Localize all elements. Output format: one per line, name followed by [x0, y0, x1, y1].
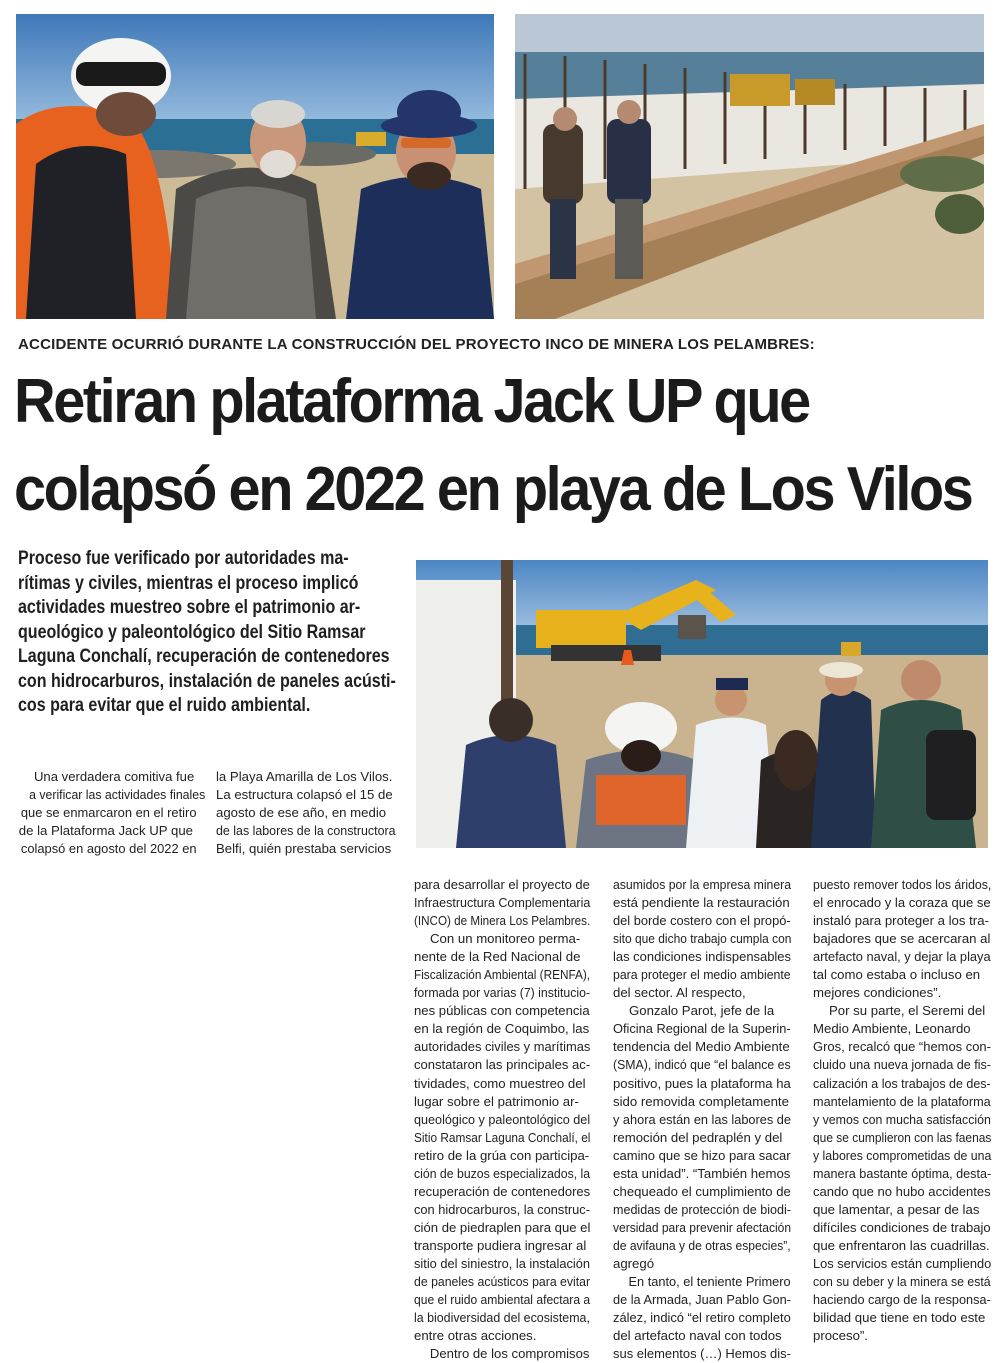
- lead-line: cos para evitar que el ruido ambiental.: [18, 695, 311, 716]
- body-text-line: En tanto, el teniente Primero: [628, 1274, 791, 1290]
- body-text-line: Por su parte, el Seremi del: [829, 1003, 986, 1019]
- body-text-line: que enfrentaron las cuadrillas.: [813, 1237, 990, 1253]
- article-column-2: [216, 768, 396, 858]
- body-text-line: queológico y paleontológico del: [414, 1111, 591, 1127]
- lead-line: con hidrocarburos, instalación de paneles acústi-: [18, 670, 396, 692]
- body-text-line: que se cumplieron con las faenas: [813, 1129, 992, 1145]
- body-text-line: Con un monitoreo perma-: [430, 931, 581, 947]
- body-text-line: autoridades civiles y marítimas: [414, 1039, 591, 1055]
- body-text-line: y ahora están en las labores de: [613, 1111, 791, 1127]
- body-text-line: puesto remover todos los áridos,: [813, 877, 992, 892]
- body-text-line: el enrocado y la coraza que se: [813, 895, 991, 911]
- body-text-line: haciendo cargo de la responsa-: [813, 1292, 991, 1308]
- body-text-line: Medio Ambiente, Leonardo: [813, 1021, 971, 1037]
- body-text-line: proceso”.: [813, 1328, 868, 1344]
- body-text-line: las condiciones indispensables: [613, 949, 791, 965]
- headline-line: Retiran plataforma Jack UP que: [14, 367, 809, 436]
- body-text-line: asumidos por la empresa minera: [613, 877, 792, 892]
- lead-line: rítimas y civiles, mientras el proceso implicó: [18, 572, 359, 594]
- body-text-line: sido removida completamente: [613, 1093, 789, 1109]
- article-lead: [18, 547, 396, 719]
- body-text-line: manera bastante óptima, desta-: [813, 1165, 992, 1181]
- body-text-line: Los servicios están cumpliendo: [813, 1255, 992, 1271]
- body-text-line: retiro de la grúa con participa-: [414, 1147, 590, 1163]
- body-text-line: Sitio Ramsar Laguna Conchalí, el: [414, 1129, 591, 1145]
- body-text-line: artefacto naval, y dejar la playa: [813, 949, 991, 965]
- body-text-line: Gros, recalcó que “hemos con-: [813, 1039, 991, 1055]
- lead-line: Proceso fue verificado por autoridades ma-: [18, 548, 349, 569]
- body-text-line: de la Plataforma Jack UP que: [18, 823, 193, 839]
- body-text-line: Belfi, quién prestaba servicios: [216, 841, 392, 857]
- body-text-line: de la Armada, Juan Pablo Gon-: [613, 1292, 791, 1308]
- body-text-line: mejores condiciones”.: [813, 985, 942, 1001]
- body-text-line: con hidrocarburos, la construc-: [414, 1201, 590, 1217]
- body-text-line: sitio del siniestro, la instalación: [414, 1255, 590, 1271]
- body-text-line: cluido una nueva jornada de fis-: [813, 1057, 991, 1073]
- body-text-line: que lamentar, a pesar de las: [813, 1201, 980, 1217]
- body-text-line: ción de buzos especializados, la: [414, 1165, 591, 1181]
- body-text-line: a verificar las actividades finales: [29, 787, 206, 803]
- body-text-line: Una verdadera comitiva fue: [33, 769, 195, 784]
- body-text-line: para desarrollar el proyecto de: [414, 877, 590, 892]
- body-text-line: medidas de protección de biodi-: [613, 1201, 791, 1217]
- body-text-line: Fiscalización Ambiental (RENFA),: [414, 967, 591, 983]
- body-text-line: mantelamiento de la plataforma: [813, 1093, 991, 1109]
- body-text-line: del artefacto naval con todos: [613, 1328, 782, 1344]
- body-text-line: transporte pudiera ingresar al: [414, 1237, 587, 1253]
- body-text-line: con su deber y la minera se está: [813, 1274, 991, 1290]
- body-text-line: agosto de ese año, en medio: [216, 805, 387, 821]
- body-text-line: de paneles acústicos para evitar: [414, 1274, 591, 1290]
- body-text-line: bajadores que se acercaran al: [813, 931, 991, 947]
- body-text-line: agregó: [613, 1255, 655, 1271]
- lead-line: queológico y paleontológico del Sitio Ramsar: [18, 621, 366, 643]
- body-text-line: que el ruido ambiental afectara a: [414, 1292, 591, 1308]
- body-text-line: tal como estaba o incluso en: [813, 967, 981, 983]
- article-kicker: ACCIDENTE OCURRIÓ DURANTE LA CONSTRUCCIÓN DEL PROYECTO INCO DE MINERA LOS PELAMBRES:: [18, 336, 815, 353]
- body-text-line: lugar sobre el patrimonio ar-: [414, 1093, 579, 1109]
- body-text-line: tividades, como muestreo del: [414, 1075, 586, 1091]
- body-text-line: versidad para prevenir afectación: [613, 1219, 792, 1235]
- article-column-3: [414, 876, 590, 1363]
- body-text-line: esta unidad”. “También hemos: [613, 1165, 791, 1181]
- body-text-line: Oficina Regional de la Superin-: [613, 1021, 791, 1037]
- article-headline: [14, 358, 972, 534]
- body-text-line: recuperación de contenedores: [414, 1183, 591, 1199]
- headline-line: colapsó en 2022 en playa de Los Vilos: [14, 455, 972, 524]
- photo-excavator-inspection: [416, 560, 988, 848]
- body-text-line: sito que dicho trabajo cumpla con: [613, 931, 792, 947]
- body-text-line: La estructura colapsó el 15 de: [216, 787, 393, 803]
- body-text-line: camino que se hizo para sacar: [613, 1147, 791, 1163]
- body-text-line: formada por varias (7) institucio-: [414, 985, 591, 1001]
- photo-boardwalk-walkers: [515, 14, 984, 319]
- body-text-line: difíciles condiciones de trabajo: [813, 1219, 991, 1235]
- article-column-5: [813, 876, 991, 1345]
- body-text-line: Dentro de los compromisos: [429, 1346, 590, 1362]
- lead-line: Laguna Conchalí, recuperación de contenedores: [18, 646, 390, 667]
- body-text-line: calización a los trabajos de des-: [813, 1075, 991, 1091]
- photo-officials-on-beach: [16, 14, 494, 319]
- body-text-line: instaló para proteger a los tra-: [813, 913, 989, 929]
- body-text-line: nente de la Red Nacional de: [414, 949, 581, 965]
- body-text-line: Gonzalo Parot, jefe de la: [629, 1003, 775, 1019]
- body-text-line: la biodiversidad del ecosistema,: [414, 1310, 590, 1326]
- body-text-line: constataron las principales ac-: [414, 1057, 591, 1073]
- body-text-line: nes públicas con competencia: [414, 1003, 590, 1019]
- body-text-line: de avifauna y de otras especies”,: [613, 1237, 791, 1253]
- body-text-line: la Playa Amarilla de Los Vilos.: [216, 769, 393, 784]
- body-text-line: colapsó en agosto del 2022 en: [20, 841, 197, 857]
- body-text-line: chequeado el cumplimiento de: [613, 1183, 791, 1199]
- body-text-line: entre otras acciones.: [414, 1328, 537, 1344]
- body-text-line: que se enmarcaron en el retiro: [20, 805, 197, 821]
- body-text-line: y vemos con mucha satisfacción: [813, 1111, 991, 1127]
- body-text-line: positivo, pues la plataforma ha: [613, 1075, 791, 1091]
- body-text-line: bilidad que tiene en todo este: [813, 1310, 986, 1326]
- body-text-line: remoción del pedraplén y del: [613, 1129, 783, 1145]
- body-text-line: (SMA), indicó que “el balance es: [613, 1057, 791, 1073]
- article-column-1: [17, 768, 206, 858]
- body-text-line: está pendiente la restauración: [613, 895, 790, 911]
- body-text-line: de las labores de la constructora: [216, 823, 396, 839]
- body-text-line: para proteger el medio ambiente: [613, 967, 791, 983]
- body-text-line: zález, indicó “el retiro completo: [613, 1310, 791, 1326]
- body-text-line: del borde costero con el propó-: [613, 913, 791, 929]
- body-text-line: (INCO) de Minera Los Pelambres.: [414, 913, 591, 929]
- body-text-line: en la región de Coquimbo, las: [414, 1021, 590, 1037]
- body-text-line: Infraestructura Complementaria: [414, 895, 591, 911]
- body-text-line: y labores comprometidas de una: [813, 1147, 992, 1163]
- body-text-line: ción de piedraplen para que el: [414, 1219, 591, 1235]
- article-column-4: [613, 876, 791, 1363]
- body-text-line: cando que no hubo accidentes: [813, 1183, 991, 1199]
- body-text-line: sus elementos (…) Hemos dis-: [613, 1346, 791, 1362]
- body-text-line: tendencia del Medio Ambiente: [613, 1039, 790, 1055]
- lead-line: actividades muestreo sobre el patrimonio ar-: [18, 597, 361, 618]
- body-text-line: del sector. Al respecto,: [613, 985, 746, 1001]
